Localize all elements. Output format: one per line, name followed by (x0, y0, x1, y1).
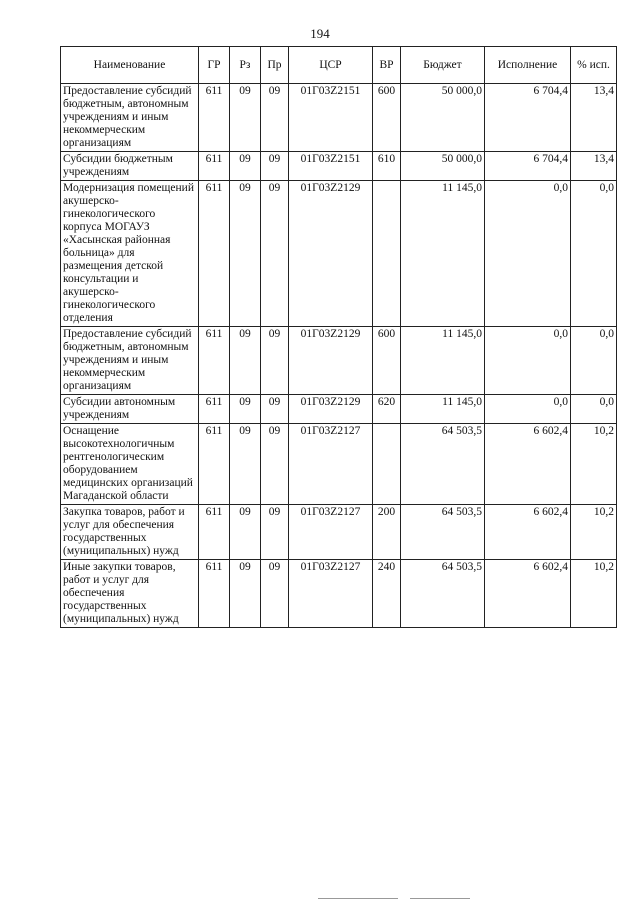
row-pct: 10,2 (571, 560, 617, 628)
row-budget: 11 145,0 (401, 327, 485, 395)
table-row (61, 327, 617, 395)
header-name: Наименование (61, 47, 199, 84)
row-gr: 611 (199, 560, 230, 628)
row-pct: 13,4 (571, 152, 617, 181)
row-csr: 01Г03Z2129 (289, 327, 373, 395)
header-rz: Рз (230, 47, 261, 84)
row-budget: 11 145,0 (401, 395, 485, 424)
row-pr: 09 (261, 505, 289, 560)
row-budget: 64 503,5 (401, 424, 485, 505)
row-name: Предоставление субсидий бюджетным, автономным учреждениям и иным некоммерческим организациям (61, 84, 199, 152)
header-pct: % исп. (571, 47, 617, 84)
row-vr (373, 181, 401, 327)
row-vr: 600 (373, 84, 401, 152)
row-name: Модернизация помещений акушерско-гинекологического корпуса МОГАУЗ «Хасынская районная больница» для размещения детской консультации и акушерско-гинекологического отделения (61, 181, 199, 327)
row-csr: 01Г03Z2151 (289, 84, 373, 152)
row-gr: 611 (199, 395, 230, 424)
header-gr: ГР (199, 47, 230, 84)
row-rz: 09 (230, 152, 261, 181)
row-rz: 09 (230, 181, 261, 327)
table-row (61, 395, 617, 424)
row-budget: 50 000,0 (401, 152, 485, 181)
page-number: 194 (310, 26, 330, 41)
row-execution: 0,0 (485, 395, 571, 424)
row-name: Закупка товаров, работ и услуг для обеспечения государственных (муниципальных) нужд (61, 505, 199, 560)
row-pct: 0,0 (571, 327, 617, 395)
row-gr: 611 (199, 327, 230, 395)
row-execution: 6 602,4 (485, 560, 571, 628)
row-csr: 01Г03Z2127 (289, 560, 373, 628)
row-pct: 10,2 (571, 424, 617, 505)
row-budget: 64 503,5 (401, 560, 485, 628)
row-pr: 09 (261, 424, 289, 505)
row-execution: 6 602,4 (485, 505, 571, 560)
row-rz: 09 (230, 84, 261, 152)
row-csr: 01Г03Z2127 (289, 424, 373, 505)
row-name: Оснащение высокотехнологичным рентгенологическим оборудованием медицинских организаций Магаданской области (61, 424, 199, 505)
header-vr: ВР (373, 47, 401, 84)
scan-artifact (318, 898, 398, 899)
row-pct: 10,2 (571, 505, 617, 560)
row-vr: 200 (373, 505, 401, 560)
table-row (61, 181, 617, 327)
row-name: Субсидии автономным учреждениям (61, 395, 199, 424)
row-csr: 01Г03Z2127 (289, 505, 373, 560)
row-csr: 01Г03Z2129 (289, 395, 373, 424)
row-vr (373, 424, 401, 505)
scan-artifact (410, 898, 470, 899)
row-vr: 600 (373, 327, 401, 395)
row-rz: 09 (230, 395, 261, 424)
table-row (61, 152, 617, 181)
row-execution: 6 704,4 (485, 84, 571, 152)
row-name: Предоставление субсидий бюджетным, автономным учреждениям и иным некоммерческим организациям (61, 327, 199, 395)
row-name: Иные закупки товаров, работ и услуг для обеспечения государственных (муниципальных) нужд (61, 560, 199, 628)
row-pr: 09 (261, 395, 289, 424)
row-execution: 0,0 (485, 327, 571, 395)
row-rz: 09 (230, 505, 261, 560)
table-row (61, 424, 617, 505)
table-row (61, 505, 617, 560)
row-pct: 13,4 (571, 84, 617, 152)
row-execution: 6 602,4 (485, 424, 571, 505)
row-csr: 01Г03Z2151 (289, 152, 373, 181)
row-execution: 6 704,4 (485, 152, 571, 181)
row-pr: 09 (261, 560, 289, 628)
row-pr: 09 (261, 327, 289, 395)
row-gr: 611 (199, 181, 230, 327)
row-gr: 611 (199, 505, 230, 560)
table-header-row (61, 47, 617, 84)
table-row (61, 560, 617, 628)
row-vr: 610 (373, 152, 401, 181)
row-name: Субсидии бюджетным учреждениям (61, 152, 199, 181)
row-gr: 611 (199, 152, 230, 181)
header-execution: Исполнение (485, 47, 571, 84)
row-gr: 611 (199, 84, 230, 152)
row-rz: 09 (230, 424, 261, 505)
row-budget: 11 145,0 (401, 181, 485, 327)
row-pr: 09 (261, 181, 289, 327)
row-gr: 611 (199, 424, 230, 505)
row-pr: 09 (261, 84, 289, 152)
row-budget: 64 503,5 (401, 505, 485, 560)
row-csr: 01Г03Z2129 (289, 181, 373, 327)
row-budget: 50 000,0 (401, 84, 485, 152)
row-pct: 0,0 (571, 181, 617, 327)
row-rz: 09 (230, 327, 261, 395)
table-row (61, 84, 617, 152)
budget-execution-table (60, 46, 617, 628)
row-vr: 240 (373, 560, 401, 628)
row-pr: 09 (261, 152, 289, 181)
row-rz: 09 (230, 560, 261, 628)
row-execution: 0,0 (485, 181, 571, 327)
row-vr: 620 (373, 395, 401, 424)
row-pct: 0,0 (571, 395, 617, 424)
header-budget: Бюджет (401, 47, 485, 84)
header-pr: Пр (261, 47, 289, 84)
header-csr: ЦСР (289, 47, 373, 84)
